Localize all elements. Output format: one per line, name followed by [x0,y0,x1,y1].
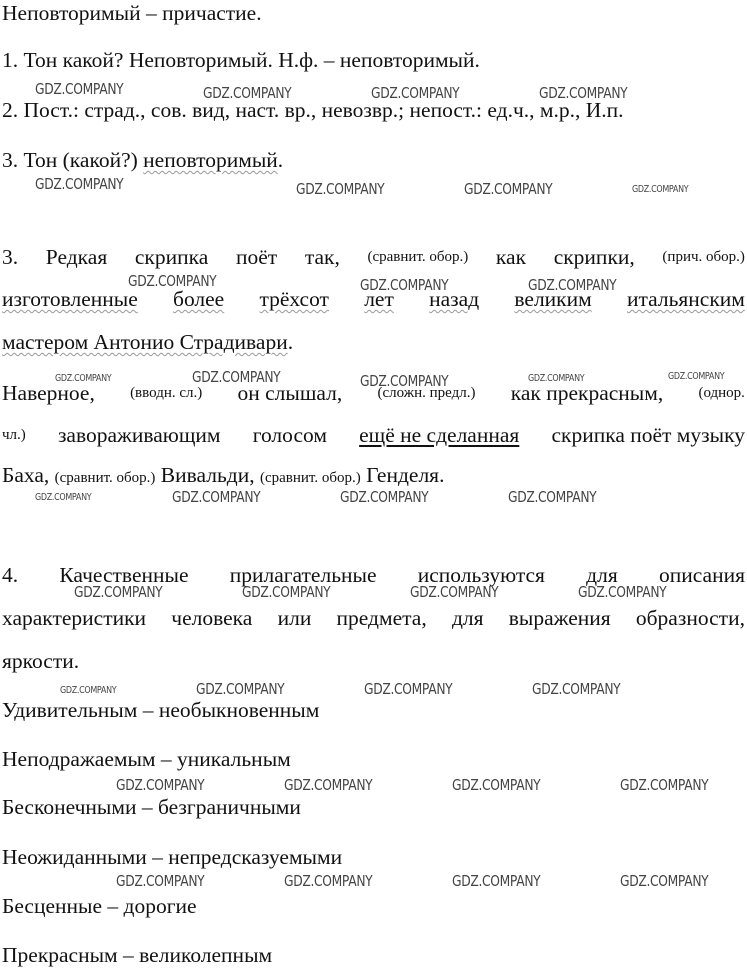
watermark: GDZ.COMPANY [364,680,453,698]
watermark: GDZ.COMPANY [35,492,92,503]
watermark: GDZ.COMPANY [284,872,373,890]
word: скрипка поёт музыку [551,423,745,447]
watermark: GDZ.COMPANY [371,84,460,102]
note: (однор. [698,385,745,401]
watermark: GDZ.COMPANY [196,680,285,698]
word: Наверное, [2,381,95,405]
word: выражения [508,606,611,630]
word: он слышал, [237,381,343,405]
watermark: GDZ.COMPANY [55,373,112,384]
underlined-phrase: ещё не сделанная [359,423,520,447]
word: или [277,606,312,630]
word: характеристики [2,606,147,630]
heading: Неповторимый – причастие. [2,1,262,25]
watermark: GDZ.COMPANY [296,180,385,198]
word: поёт [235,245,278,269]
watermark: GDZ.COMPANY [410,583,499,601]
paragraph-3-underlined: неповторимый [143,148,278,172]
word: трёхсот [259,287,329,311]
note: (сравнит. обор.) [54,470,156,486]
watermark: GDZ.COMPANY [528,276,617,294]
word: лет [364,287,394,311]
word: более [173,287,225,311]
word: 3. [2,245,19,269]
watermark: GDZ.COMPANY [192,368,281,386]
note: (вводн. сл.) [130,385,203,401]
word: Генделя. [366,463,445,487]
watermark: GDZ.COMPANY [528,373,585,384]
watermark: GDZ.COMPANY [668,371,725,382]
word: Качественные [59,563,189,587]
paragraph-3 [2,147,283,173]
sentence-line-6 [2,462,444,491]
watermark: GDZ.COMPANY [340,488,429,506]
word: предмета, [336,606,427,630]
watermark: GDZ.COMPANY [452,872,541,890]
synonym-pair: Бесценные – дорогие [2,894,197,918]
period: . [287,330,294,354]
watermark: GDZ.COMPANY [35,175,124,193]
paragraph-4-line-3: яркости. [2,649,80,673]
word: завораживающим [57,423,221,447]
synonym-pair: Прекрасным – великолепным [2,943,273,967]
sentence-line-5 [2,422,745,448]
watermark: GDZ.COMPANY [532,680,621,698]
participial-phrase-end: мастером Антонио Страдивари [2,330,288,354]
watermark: GDZ.COMPANY [35,80,124,98]
note: (сравнит. обор.) [367,249,469,265]
note: (прич. обор.) [662,249,745,265]
synonym-pair: Неподражаемым – уникальным [2,747,291,771]
word: как прекрасным, [510,381,664,405]
watermark: GDZ.COMPANY [578,583,667,601]
word: скрипка [134,245,209,269]
watermark: GDZ.COMPANY [116,872,205,890]
word: описания [658,563,745,587]
note: (сравнит. обор.) [259,470,361,486]
watermark: GDZ.COMPANY [116,776,205,794]
paragraph-3-period: . [277,148,284,172]
watermark: GDZ.COMPANY [620,872,709,890]
word: Вивальди, [160,463,255,487]
note: (сложн. предл.) [377,385,476,401]
word: 4. [2,563,19,587]
watermark: GDZ.COMPANY [203,84,292,102]
synonym-pair: Удивительным – необыкновенным [2,698,320,722]
word: для [451,606,484,630]
paragraph-3-text: 3. Тон (какой?) [2,148,144,172]
watermark: GDZ.COMPANY [620,776,709,794]
paragraph-2: 2. Пост.: страд., сов. вид, наст. вр., невозвр.; непост.: ед.ч., м.р., И.п. [2,98,624,122]
word: как [495,245,527,269]
watermark: GDZ.COMPANY [632,184,689,195]
watermark: GDZ.COMPANY [360,372,449,390]
watermark: GDZ.COMPANY [464,180,553,198]
sentence-line-1 [2,244,745,270]
word: скрипки, [553,245,635,269]
watermark: GDZ.COMPANY [539,84,628,102]
synonym-pair: Неожиданными – непредсказуемыми [2,845,343,869]
word: для [586,563,618,587]
watermark: GDZ.COMPANY [172,488,261,506]
word: итальянским [626,287,745,311]
watermark: GDZ.COMPANY [74,583,163,601]
sentence-line-3 [2,329,293,355]
watermark: GDZ.COMPANY [242,583,331,601]
note: чл.) [2,427,26,443]
watermark: GDZ.COMPANY [284,776,373,794]
watermark: GDZ.COMPANY [452,776,541,794]
watermark: GDZ.COMPANY [360,276,449,294]
word: Баха, [2,463,50,487]
synonym-pair: Бесконечными – безграничными [2,795,301,819]
word: так, [304,245,340,269]
word: назад [429,287,480,311]
watermark: GDZ.COMPANY [128,272,217,290]
watermark: GDZ.COMPANY [508,488,597,506]
word: Редкая [45,245,108,269]
word: изготовленные [2,287,138,311]
word: человека [171,606,253,630]
watermark: GDZ.COMPANY [60,685,117,696]
word: образности, [635,606,745,630]
word: великим [514,287,592,311]
word: голосом [252,423,327,447]
paragraph-4-line-2 [2,605,745,631]
paragraph-1: 1. Тон какой? Неповторимый. Н.ф. – неповторимый. [2,48,480,72]
word: прилагательные [229,563,377,587]
word: используются [417,563,545,587]
